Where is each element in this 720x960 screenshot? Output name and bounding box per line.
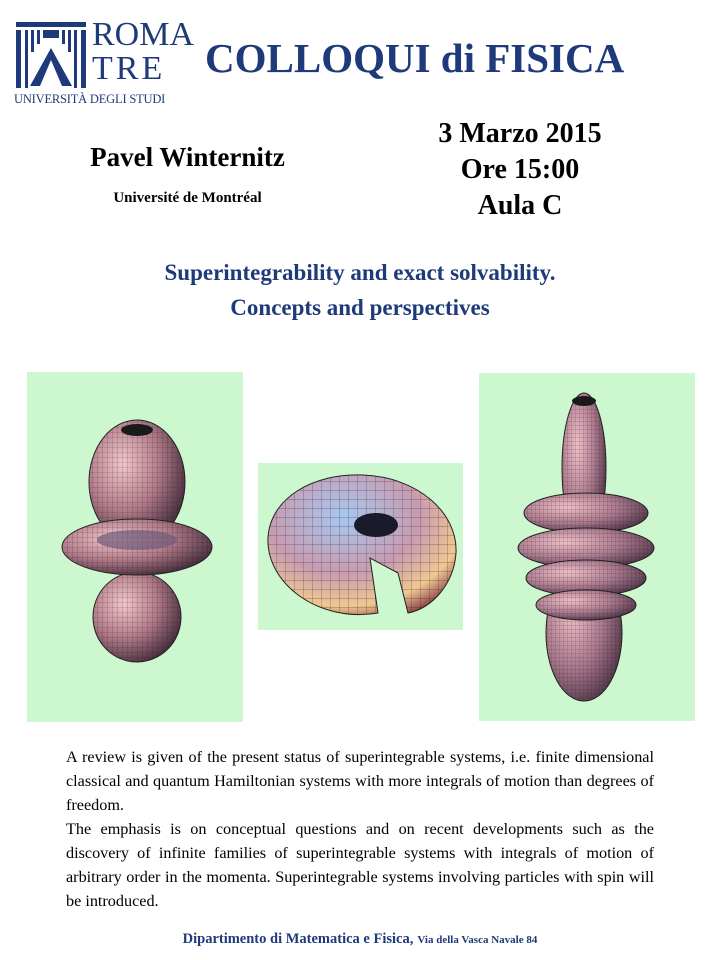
- page-title: COLLOQUI di FISICA: [205, 35, 625, 81]
- talk-title: [40, 255, 680, 325]
- university-logo: [14, 16, 195, 110]
- surface-figure-right: [479, 373, 695, 721]
- logo-text-roma: ROMA: [92, 16, 195, 53]
- footer: [0, 930, 720, 948]
- footer-department: Dipartimento di Matematica e Fisica,: [182, 931, 414, 947]
- footer-address: Via della Vasca Navale 84: [417, 934, 538, 946]
- surface-figure-middle: [258, 463, 463, 630]
- event-date: 3 Marzo 2015: [438, 118, 602, 149]
- logo-text-tre: TRE: [92, 50, 166, 87]
- surface-plot-middle-image: [258, 463, 463, 630]
- event-room: Aula C: [477, 190, 563, 221]
- abstract-paragraph-1: A review is given of the present status of superintegrable systems, i.e. finite dimensional classical and quantum Hamiltonian systems with more integrals of motion than degrees of freedom.: [66, 748, 654, 814]
- surface-plot-left-image: [27, 372, 243, 722]
- logo-text-university: UNIVERSITÀ DEGLI STUDI: [14, 92, 166, 106]
- event-info: [390, 116, 650, 224]
- event-time: Ore 15:00: [460, 154, 580, 185]
- surface-plot-right-image: [479, 373, 695, 721]
- talk-title-line2: Concepts and perspectives: [230, 295, 490, 320]
- speaker-affiliation: Université de Montréal: [113, 190, 262, 206]
- speaker-name: Pavel Winternitz: [90, 142, 285, 172]
- talk-title-line1: Superintegrability and exact solvability.: [164, 260, 556, 285]
- surface-figure-left: [27, 372, 243, 722]
- roma-tre-emblem-icon: [14, 20, 88, 92]
- abstract-paragraph-2: The emphasis is on conceptual questions and on recent developments such as the discovery of infinite families of superintegrable systems with integrals of motion of arbitrary order in the momenta. Superintegrable systems involving particles with spin will be introduced.: [66, 820, 654, 910]
- abstract: [66, 745, 654, 913]
